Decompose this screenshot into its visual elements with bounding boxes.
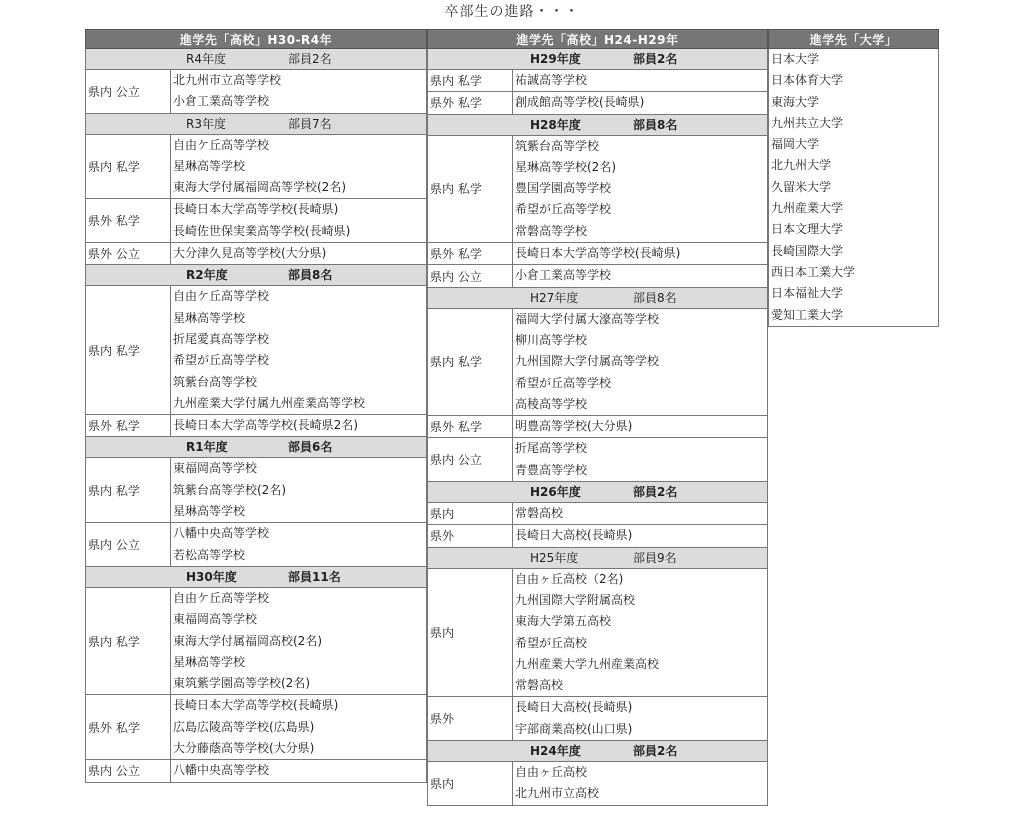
school-name: 東海大学付属福岡高校(2名)	[173, 633, 322, 648]
category-label: 県外 私学	[86, 415, 171, 436]
school-name: 自由ケ丘高等学校	[173, 590, 270, 605]
school-name: 東海大学付属福岡高等学校(2名)	[173, 180, 346, 195]
school-name: 筑紫台高等学校(2名)	[173, 482, 286, 497]
category-label: 県内 公立	[86, 523, 171, 566]
year-label: H28年度	[530, 117, 581, 132]
university-name: 長崎国際大学	[771, 243, 844, 258]
school-name: 長崎日本大学高等学校(長崎県)	[173, 202, 339, 217]
school-name: 希望が丘高校	[515, 635, 588, 650]
school-name: 長崎日本大学高等学校(長崎県2名)	[173, 418, 358, 433]
school-name: 長崎日大高校(長崎県)	[515, 528, 633, 543]
school-group	[427, 762, 768, 806]
school-group	[427, 503, 768, 525]
school-name: 祐誠高等学校	[515, 73, 588, 87]
school-group	[427, 525, 768, 547]
school-name: 筑紫台高等学校	[515, 138, 600, 153]
school-name: 東福岡高等学校	[173, 461, 258, 476]
school-name: 東海大学第五高校	[515, 614, 612, 629]
year-label: H27年度	[530, 290, 579, 305]
category-label: 県内 公立	[428, 265, 513, 286]
school-group	[85, 70, 427, 114]
school-list	[513, 525, 767, 546]
year-header	[85, 567, 427, 588]
category-label: 県外	[428, 525, 513, 546]
school-name: 筑紫台高等学校	[173, 374, 258, 389]
school-name: 北九州市立高校	[515, 786, 600, 801]
school-list	[513, 569, 767, 697]
school-list	[171, 415, 426, 436]
school-name: 広島広陵高等学校(広島県)	[173, 719, 315, 734]
school-group	[427, 243, 768, 265]
university-name: 北九州大学	[771, 158, 832, 173]
table-header: 進学先「高校」H30-R4年	[85, 29, 427, 49]
table-body	[427, 49, 768, 806]
year-label: R2年度	[186, 268, 228, 283]
member-count: 部員11名	[288, 569, 341, 584]
school-name: 常磐高等学校	[515, 223, 588, 238]
high-school-table-h24-h29	[427, 29, 768, 806]
school-name: 星琳高等学校	[173, 504, 246, 519]
school-list	[513, 697, 767, 740]
category-label: 県内	[428, 569, 513, 697]
school-name: 九州国際大学付属高等学校	[515, 354, 660, 369]
school-group	[427, 309, 768, 416]
school-group	[85, 588, 427, 695]
member-count: 部員2名	[633, 485, 678, 500]
school-name: 北九州市立高等学校	[173, 73, 282, 87]
school-list	[171, 695, 426, 759]
school-name: 明豊高等学校(大分県)	[515, 419, 633, 434]
year-label: H30年度	[186, 569, 237, 584]
school-list	[513, 70, 767, 91]
school-list	[171, 135, 426, 199]
school-name: 星琳高等学校	[173, 310, 246, 325]
school-group	[427, 438, 768, 482]
university-name: 東海大学	[771, 94, 820, 109]
school-group	[85, 760, 427, 782]
school-name: 常磐高校	[515, 678, 564, 693]
member-count: 部員2名	[288, 52, 332, 66]
school-group	[427, 697, 768, 741]
school-name: 希望が丘高等学校	[173, 353, 270, 368]
year-header	[427, 288, 768, 309]
school-name: 常磐高校	[515, 506, 564, 521]
school-name: 若松高等学校	[173, 547, 246, 562]
university-name: 九州産業大学	[771, 201, 844, 216]
member-count: 部員8名	[633, 117, 678, 132]
year-header	[427, 482, 768, 503]
school-list	[513, 438, 767, 481]
school-name: 希望が丘高等学校	[515, 375, 612, 390]
school-list	[513, 243, 767, 264]
year-label: H25年度	[530, 550, 579, 565]
school-group	[85, 695, 427, 760]
school-name: 自由ヶ丘高校（2名)	[515, 571, 624, 586]
year-label: H26年度	[530, 485, 581, 500]
school-name: 九州産業大学付属九州産業高等学校	[173, 395, 366, 410]
university-name: 日本文理大学	[771, 222, 844, 237]
category-label: 県内 私学	[86, 588, 171, 694]
table-body	[85, 49, 427, 783]
page-title: 卒部生の進路・・・	[444, 4, 580, 20]
category-label: 県外 私学	[86, 199, 171, 242]
school-list	[513, 309, 767, 415]
university-name: 西日本工業大学	[771, 264, 856, 279]
school-name: 長崎佐世保実業高等学校(長崎県)	[173, 223, 351, 238]
university-name: 日本体育大学	[771, 73, 844, 88]
category-label: 県内	[428, 503, 513, 524]
school-name: 自由ケ丘高等学校	[173, 137, 270, 152]
school-name: 青豊高等学校	[515, 462, 588, 477]
school-name: 星琳高等学校(2名)	[515, 159, 616, 174]
school-name: 小倉工業高等学校	[515, 268, 612, 283]
year-header	[427, 49, 768, 70]
school-name: 小倉工業高等学校	[173, 94, 270, 109]
year-header	[85, 265, 427, 286]
member-count: 部員2名	[633, 52, 678, 66]
school-name: 大分藤蔭高等学校(大分県)	[173, 741, 315, 756]
category-label: 県内 私学	[428, 136, 513, 242]
school-name: 八幡中央高等学校	[173, 526, 270, 541]
school-list	[513, 503, 767, 524]
school-name: 長崎日本大学高等学校(長崎県)	[515, 246, 681, 261]
school-group	[85, 523, 427, 567]
school-group	[427, 416, 768, 438]
member-count: 部員2名	[633, 744, 678, 759]
category-label: 県外 私学	[86, 695, 171, 759]
year-label: R1年度	[186, 440, 228, 455]
school-list	[171, 243, 426, 264]
school-name: 柳川高等学校	[515, 332, 588, 347]
university-list	[768, 49, 939, 327]
university-name: 日本大学	[771, 52, 820, 66]
school-name: 八幡中央高等学校	[173, 763, 270, 778]
year-header	[427, 548, 768, 569]
school-list	[513, 416, 767, 437]
high-school-table-h30-r4	[85, 29, 427, 783]
year-header	[85, 437, 427, 458]
school-group	[85, 199, 427, 243]
school-list	[171, 286, 426, 414]
category-label: 県外 私学	[428, 416, 513, 437]
table-header: 進学先「大学」	[768, 29, 939, 49]
category-label: 県内 公立	[428, 438, 513, 481]
school-list	[513, 265, 767, 286]
category-label: 県外 私学	[428, 92, 513, 113]
university-name: 久留米大学	[771, 179, 832, 194]
category-label: 県内 私学	[428, 309, 513, 415]
school-group	[85, 458, 427, 523]
member-count: 部員9名	[633, 550, 677, 565]
school-name: 九州国際大学附属高校	[515, 592, 636, 607]
school-list	[171, 588, 426, 694]
member-count: 部員8名	[633, 290, 677, 305]
school-name: 福岡大学付属大濠高等学校	[515, 311, 660, 326]
school-group	[427, 70, 768, 92]
school-group	[85, 243, 427, 265]
table-header: 進学先「高校」H24-H29年	[427, 29, 768, 49]
category-label: 県内 私学	[86, 286, 171, 414]
year-label: H29年度	[530, 52, 581, 66]
university-name: 愛知工業大学	[771, 307, 844, 322]
member-count: 部員6名	[288, 440, 333, 455]
school-list	[171, 458, 426, 522]
school-list	[171, 199, 426, 242]
school-name: 長崎日大高校(長崎県)	[515, 700, 633, 715]
category-label: 県内 私学	[86, 458, 171, 522]
category-label: 県外 私学	[428, 243, 513, 264]
school-list	[171, 523, 426, 566]
university-table	[768, 29, 939, 327]
category-label: 県外	[428, 697, 513, 740]
school-name: 自由ケ丘高等学校	[173, 289, 270, 304]
year-label: R4年度	[186, 52, 226, 66]
school-list	[171, 760, 426, 781]
school-name: 折尾愛真高等学校	[173, 331, 270, 346]
year-label: R3年度	[186, 116, 226, 131]
school-name: 高稜高等学校	[515, 396, 588, 411]
category-label: 県内 公立	[86, 760, 171, 781]
school-name: 折尾高等学校	[515, 441, 588, 456]
category-label: 県外 公立	[86, 243, 171, 264]
school-name: 大分津久見高等学校(大分県)	[173, 246, 327, 261]
school-list	[171, 70, 426, 113]
university-name: 日本福祉大学	[771, 286, 844, 301]
school-name: 星琳高等学校	[173, 654, 246, 669]
school-name: 希望が丘高等学校	[515, 202, 612, 217]
school-group	[427, 569, 768, 698]
year-header	[427, 741, 768, 762]
school-name: 創成館高等学校(長崎県)	[515, 95, 645, 110]
school-group	[427, 136, 768, 243]
year-header	[85, 49, 427, 70]
school-name: 九州産業大学九州産業高校	[515, 656, 660, 671]
year-header	[85, 114, 427, 135]
category-label: 県内 私学	[428, 70, 513, 91]
university-name: 九州共立大学	[771, 115, 844, 130]
member-count: 部員8名	[288, 268, 333, 283]
school-group	[85, 286, 427, 415]
category-label: 県内 公立	[86, 70, 171, 113]
school-group	[427, 92, 768, 114]
school-name: 星琳高等学校	[173, 158, 246, 173]
school-name: 長崎日本大学高等学校(長崎県)	[173, 698, 339, 713]
school-list	[513, 762, 767, 805]
school-group	[427, 265, 768, 287]
school-name: 東筑紫学園高等学校(2名)	[173, 676, 310, 691]
school-group	[85, 135, 427, 200]
category-label: 県内 私学	[86, 135, 171, 199]
member-count: 部員7名	[288, 116, 332, 131]
university-name: 福岡大学	[771, 137, 820, 152]
year-label: H24年度	[530, 744, 581, 759]
school-name: 宇部商業高校(山口県)	[515, 721, 633, 736]
school-group	[85, 415, 427, 437]
category-label: 県内	[428, 762, 513, 805]
school-list	[513, 92, 767, 113]
year-header	[427, 115, 768, 136]
school-name: 東福岡高等学校	[173, 612, 258, 627]
school-name: 自由ヶ丘高校	[515, 765, 588, 780]
school-name: 豊国学園高等学校	[515, 181, 612, 196]
school-list	[513, 136, 767, 242]
